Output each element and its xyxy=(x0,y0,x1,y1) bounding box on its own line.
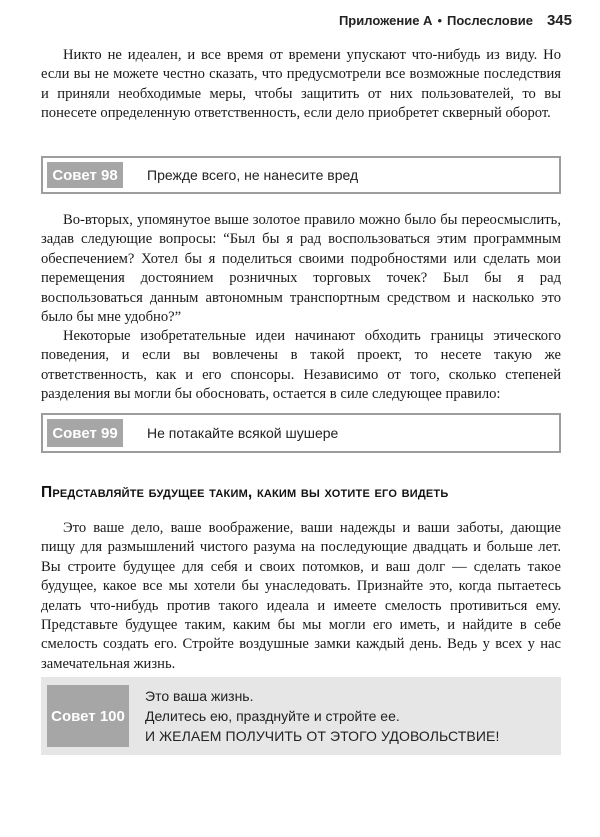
tip-100-box xyxy=(41,677,561,755)
running-head-section: Послесловие xyxy=(447,13,533,28)
tip-98-label: Совет 98 xyxy=(47,162,123,188)
tip-98-text xyxy=(147,158,551,192)
tip-100-line-1: Это ваша жизнь. xyxy=(145,688,254,704)
tip-100-label: Совет 100 xyxy=(47,685,129,747)
tip-99-text-line: Не потакайте всякой шушере xyxy=(147,425,339,441)
tip-100-line-2: Делитесь ею, празднуйте и стройте ее. xyxy=(145,708,400,724)
tip-99-text xyxy=(147,415,551,451)
running-head xyxy=(339,12,572,29)
tip-100-line-3: И ЖЕЛАЕМ ПОЛУЧИТЬ ОТ ЭТОГО УДОВОЛЬСТВИЕ! xyxy=(145,728,500,744)
tip-98-box xyxy=(41,156,561,194)
paragraph-3: Некоторые изобретательные идеи начинают обходить границы этического поведения, и если вы вовлечены в такой проект, то несете такую же ответственность, как и его спонсоры. Независимо от того, сколько степеней разделения вы могли бы обосновать, остается в силе следующее правило: xyxy=(41,328,561,403)
paragraph-1: Никто не идеален, и все время от времени упускают что-нибудь из виду. Но если вы не можете честно сказать, что предусмотрели все возможные последствия и приняли необходимые меры, чтобы защитить от них пользователей, то вы понесете определенную ответственность, если дело приобретет скверный оборот. xyxy=(41,47,561,122)
paragraph-4: Это ваше дело, ваше воображение, ваши надежды и ваши заботы, дающие пищу для размышлений чистого разума на последующие двадцать и больше лет. Вы строите будущее для себя и своих потомков, и ваш долг — сделать такое будущее, какое все мы хотели бы унаследовать. Признайте это, когда пытаетесь делать что-нибудь против такого идеала и имеете смелость противиться ему. Представьте будущее таким, каким бы мы могли его иметь, и найдите в себе смелость создать его. Стройте воздушные замки каждый день. Ведь у всех у нас замечательная жизнь. xyxy=(41,520,561,672)
paragraph-2: Во-вторых, упомянутое выше золотое правило можно было бы переосмыслить, задав следующие вопросы: “Был бы я рад воспользоваться этим программным обеспечением? Хотел бы я поделиться своими подробностями или сделать мои перемещения достоянием розничных торговых точек? Был бы я рад воспользоваться данным автономным транспортным средством и насколько это было бы мне удобно?” xyxy=(41,212,561,326)
section-heading: Представляйте будущее таким, каким вы хотите его видеть xyxy=(41,484,449,501)
tip-100-text xyxy=(145,677,553,755)
running-head-separator: • xyxy=(437,13,442,28)
tip-99-label: Совет 99 xyxy=(47,419,123,447)
page-number: 345 xyxy=(546,12,572,29)
tip-99-box xyxy=(41,413,561,453)
running-head-chapter: Приложение А xyxy=(338,13,433,28)
tip-98-text-line: Прежде всего, не нанесите вред xyxy=(147,167,359,183)
